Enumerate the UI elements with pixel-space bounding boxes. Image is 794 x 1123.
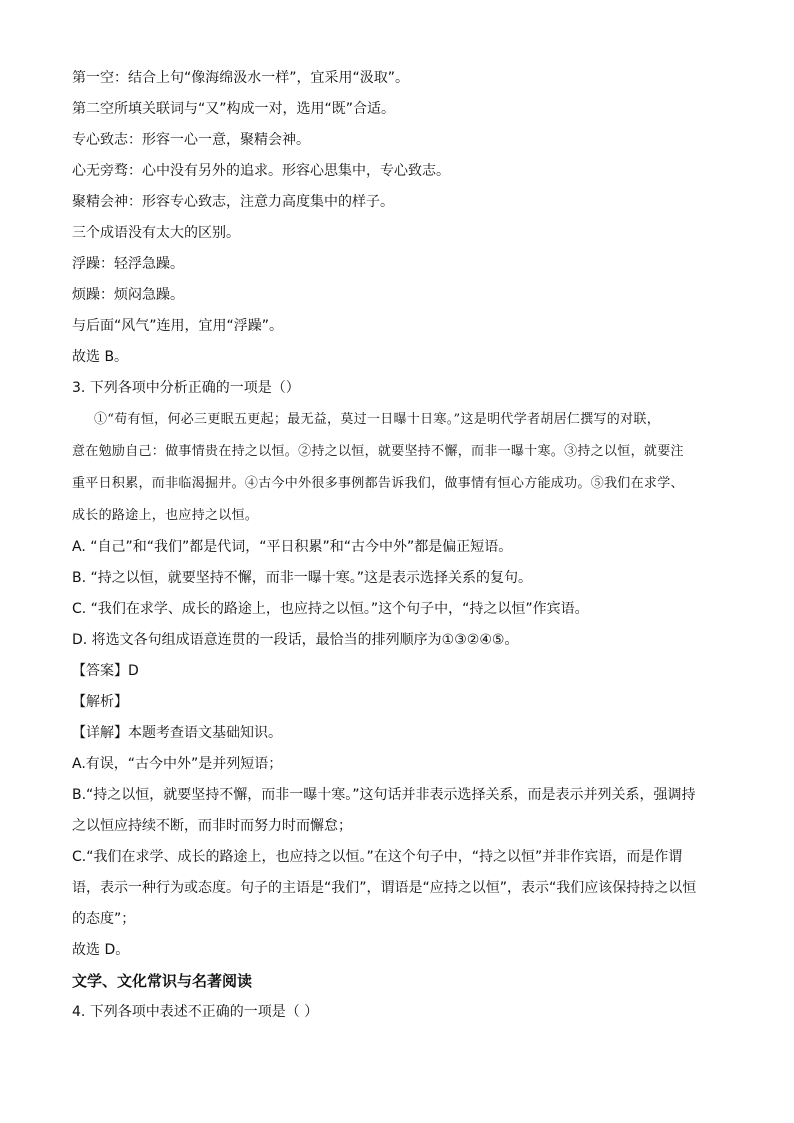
- conclusion-line: 故选 D。: [72, 942, 130, 958]
- question-3-title: 3. 下列各项中分析正确的一项是（）: [72, 380, 300, 396]
- detail-label: 【详解】本题考查语文基础知识。: [72, 725, 282, 741]
- option-a: A. “自己”和“我们”都是代词，“平日积累”和“古今中外”都是偏正短语。: [72, 539, 513, 555]
- explanation-c: 的态度”；: [72, 911, 136, 927]
- option-b: B. “持之以恒，就要坚持不懈，而非一曝十寒。”这是表示选择关系的复句。: [72, 570, 533, 586]
- passage-line: 重平日积累，而非临渴掘井。④古今中外很多事例都告诉我们，做事情有恒心方能成功。⑤我们在求学、: [72, 476, 684, 491]
- explanation-b: B.“持之以恒，就要坚持不懈，而非一曝十寒。”这句话并非表示选择关系，而是表示并列关系，强调持: [72, 787, 696, 803]
- option-c: C. “我们在求学、成长的路途上，也应持之以恒。”这个句子中，“持之以恒”作宾语。: [72, 601, 589, 617]
- explanation-c: 语，表示一种行为或态度。句子的主语是“我们”，谓语是“应持之以恒”，表示“我们应该保持持之以恒: [72, 880, 697, 896]
- answer-label: 【答案】D: [72, 663, 139, 679]
- explanation-line: 三个成语没有太大的区别。: [72, 225, 240, 241]
- option-d: D. 将选文各句组成语意连贯的一段话，最恰当的排列顺序为①③②④⑤。: [72, 632, 519, 648]
- explanation-c: C.“我们在求学、成长的路途上，也应持之以恒。”在这个句子中，“持之以恒”并非作宾语，而是作谓: [72, 849, 683, 865]
- explanation-b: 之以恒应持续不断，而非时而努力时而懈怠；: [72, 818, 352, 834]
- conclusion-line: 故选 B。: [72, 349, 129, 365]
- section-heading: 文学、文化常识与名著阅读: [72, 972, 253, 990]
- passage-line: 成长的路途上，也应持之以恒。: [72, 508, 259, 523]
- explanation-line: 第一空：结合上句“像海绵汲水一样”，宜采用“汲取”。: [72, 70, 410, 86]
- explanation-line: 专心致志：形容一心一意，聚精会神。: [72, 132, 310, 148]
- explanation-line: 浮躁：轻浮急躁。: [72, 256, 184, 272]
- explanation-line: 聚精会神：形容专心致志，注意力高度集中的样子。: [72, 194, 394, 210]
- explanation-line: 第二空所填关联词与“又”构成一对，选用“既”合适。: [72, 101, 396, 117]
- explanation-line: 心无旁骛：心中没有另外的追求。形容心思集中，专心致志。: [72, 163, 450, 179]
- explanation-line: 烦躁：烦闷急躁。: [72, 287, 184, 303]
- explanation-line: 与后面“风气”连用，宜用“浮躁”。: [72, 318, 284, 334]
- question-4-title: 4. 下列各项中表述不正确的一项是（ ）: [72, 1004, 319, 1020]
- passage-line: 意在勉励自己：做事情贵在持之以恒。②持之以恒，就要坚持不懈，而非一曝十寒。③持之以恒，就要注: [72, 444, 684, 459]
- explanation-a: A.有误，“古今中外”是并列短语；: [72, 756, 283, 772]
- analysis-label: 【解析】: [72, 694, 128, 710]
- passage-line: ①“苟有恒，何必三更眠五更起；最无益，莫过一日曝十日寒。”这是明代学者胡居仁撰写的对联，: [94, 412, 660, 427]
